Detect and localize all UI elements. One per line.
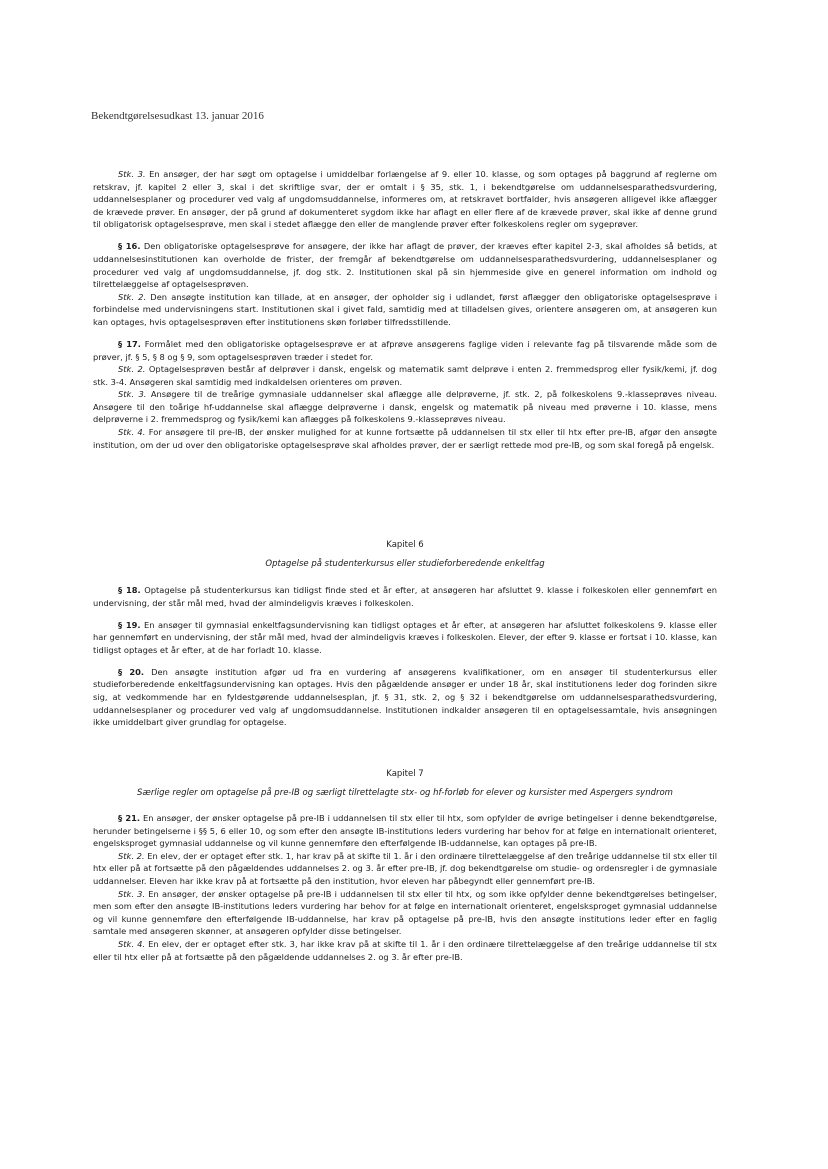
paragraph bbox=[93, 666, 717, 729]
subsection-marker: Stk. 2. bbox=[118, 850, 145, 861]
section-c-text bbox=[93, 812, 717, 963]
subsection-marker: Stk. 3. bbox=[118, 389, 147, 400]
paragraph bbox=[93, 426, 717, 451]
section-a-text bbox=[93, 168, 717, 451]
paragraph-text: Den ansøgte institution afgør ud fra en vurdering af ansøgerens kvalifikationer, om en ansøger til studenterkursus eller studieforberedende enkeltfagsundervisning kan optages. Hvis den pågældende ansøger er under 18 år, skal institutionens leder dog forinden sikre sig, at vedkommende har en fyldestgørende uddannelsesplan, jf. § 31, stk. 2, og § 32 i bekendtgørelse om uddannelsesparathedsvurdering, uddannelsesplaner og procedurer ved valg af ungdomsuddannelse. Institutionen indkalder ansøgeren til en optagelsessamtale, hvis ansøgningen ikke umiddelbart giver grundlag for optagelse. bbox=[93, 666, 717, 728]
paragraph bbox=[93, 888, 717, 938]
paragraph bbox=[93, 584, 717, 609]
subsection-marker: Stk. 3. bbox=[118, 888, 146, 899]
paragraph bbox=[93, 938, 717, 963]
paragraph bbox=[93, 812, 717, 850]
paragraph-text: Den obligatoriske optagelsesprøve for ansøgere, der ikke har aflagt de prøver, der kræves efter kapitel 2-3, skal afholdes så betids, at uddannelsesinstitutionen kan overholde de frister, der fremgår af bekendtgørelse om uddannelsesparathedsvurdering, uddannelsesplaner og procedurer ved valg af ungdomsuddannelse, jf. dog stk. 2. Institutionen skal på sin hjemmeside give en generel information om indhold og tilrettelæggelse af optagelsesprøven. bbox=[93, 241, 717, 290]
section-number: § 18. bbox=[118, 585, 141, 595]
subsection-marker: Stk. 3. bbox=[118, 169, 146, 179]
section-number: § 21. bbox=[118, 813, 141, 823]
chapter-6-heading bbox=[93, 540, 717, 569]
paragraph-text: En ansøger, der ønsker optagelse på pre-IB i uddannelsen til stx eller til htx, og som ikke opfylder denne bekendtgørelses betingelser, men som efter den ansøgte IB-institutions leders vurdering har behov for at følge en internationalt orienteret, engelsksproget gymnasial uddannelse og vil kunne gennemføre den efterfølgende IB-uddannelse, har krav på optagelse på pre-IB, hvis den ansøgte institutions leder efter en faglig samtale med ansøgeren skønner, at ansøgeren opfylder disse betingelser. bbox=[93, 888, 717, 937]
paragraph-text: For ansøgere til pre-IB, der ønsker mulighed for at kunne fortsætte på uddannelsen til stx eller til htx efter pre-IB, afgør den ansøgte institution, om der ud over den obligatoriske optagelsesprøve skal afholdes prøver, der er særligt rettede mod pre-IB, og som skal foregå på engelsk. bbox=[93, 427, 717, 450]
paragraph-text: En ansøger til gymnasial enkeltfagsundervisning kan tidligst optages et år efter, at ansøgeren har afsluttet folkeskolens 9. klasse eller har gennemført en undervisning, der står mål med, hvad der almindeligvis kræves i folkeskolen. Elever, der efter 9. klasse er fortsat i 10. klasse, kan tidligst optages et år efter, at de har forladt 10. klasse. bbox=[93, 619, 717, 655]
section-b-text bbox=[93, 584, 717, 729]
paragraph-text: En ansøger, der har søgt om optagelse i umiddelbar forlængelse af 9. eller 10. klasse, og som optages på baggrund af reglerne om retskrav, jf. kapitel 2 eller 3, skal i det skriftlige svar, der er omtalt i § 35, stk. 1, i bekendtgørelse om uddannelsesparathedsvurdering, uddannelsesplaner og procedurer ved valg af ungdomsuddannelse, informeres om, at retskravet bortfalder, hvis ansøgeren alligevel ikke aflægger de krævede prøver. En ansøger, der på grund af dokumenteret sygdom ikke har aflagt en eller flere af de krævede prøver, skal ikke af denne grund til obligatorisk optagelsesprøve, men skal i stedet aflægge den eller de manglende prøver efter folkeskolens regler om sygeprøver. bbox=[93, 169, 718, 230]
subsection-marker: Stk. 4. bbox=[118, 427, 146, 438]
chapter-6-label: Kapitel 6 bbox=[386, 540, 424, 550]
paragraph-text: Formålet med den obligatoriske optagelsesprøve er at afprøve ansøgerens faglige viden i relevante fag på tilsvarende måde som de prøver, jf. § 5, § 8 og § 9, som optagelsesprøven træder i stedet for. bbox=[93, 338, 717, 362]
paragraph bbox=[93, 850, 717, 888]
paragraph-text: Optagelsesprøven består af delprøver i dansk, engelsk og matematik samt delprøve i enten 2. fremmedsprog eller fysik/kemi, jf. dog stk. 3-4. Ansøgeren skal samtidig med indkaldelsen orienteres om prøven. bbox=[93, 364, 718, 387]
running-header: Bekendtgørelsesudkast 13. januar 2016 bbox=[91, 110, 264, 122]
paragraph bbox=[93, 388, 717, 426]
paragraph-text: En elev, der er optaget efter stk. 1, har krav på at skifte til 1. år i den ordinære tilrettelæggelse af den treårige uddannelse til stx eller til htx eller på at fortsætte på den pågældendes uddannelses 2. og 3. år efter pre-IB, jf. dog bekendtgørelse om studie- og ordensregler i de gymnasiale uddannelser. Eleven har ikke krav på at fortsætte på den institution, hvor eleven har påbegyndt eller gennemført pre-IB. bbox=[93, 850, 718, 886]
paragraph bbox=[93, 240, 717, 290]
section-number: § 17. bbox=[118, 338, 141, 349]
section-number: § 20. bbox=[118, 666, 145, 677]
paragraph bbox=[93, 363, 717, 388]
chapter-7-label: Kapitel 7 bbox=[386, 769, 424, 779]
chapter-7-heading bbox=[93, 769, 717, 798]
subsection-marker: Stk. 2. bbox=[118, 291, 147, 302]
paragraph bbox=[93, 338, 717, 363]
paragraph-text: En elev, der er optaget efter stk. 3, har ikke krav på at skifte til 1. år i den ordinære tilrettelæggelse af den treårige uddannelse til stx eller til htx eller på at fortsætte på den pågældende uddannelses 2. og 3. år efter pre-IB. bbox=[93, 938, 717, 962]
paragraph bbox=[93, 619, 717, 657]
paragraph bbox=[93, 291, 717, 329]
paragraph-text: Ansøgere til de treårige gymnasiale uddannelser skal aflægge alle delprøverne, jf. stk. 2, på folkeskolens 9.-klasseprøves niveau. Ansøgere til den toårige hf-uddannelse skal aflægge delprøverne i dansk, engelsk og matematik på niveau med prøverne i 10. klasse, mens delprøverne i 2. fremmedsprog og fysik/kemi kan aflægges på folkeskolens 9.-klasseprøves niveau. bbox=[93, 389, 717, 425]
chapter-6-title: Optagelse på studenterkursus eller studieforberedende enkeltfag bbox=[265, 559, 545, 569]
section-number: § 19. bbox=[118, 619, 141, 630]
chapter-7-title: Særlige regler om optagelse på pre-IB og særligt tilrettelagte stx- og hf-forløb for elever og kursister med Aspergers syndrom bbox=[137, 788, 673, 798]
section-number: § 16. bbox=[118, 241, 141, 252]
paragraph-text: Optagelse på studenterkursus kan tidligst finde sted et år efter, at ansøgeren har afsluttet 9. klasse i folkeskolen eller gennemført en undervisning, der står mål med, hvad der almindeligvis kræves i folkeskolen. bbox=[93, 585, 717, 608]
subsection-marker: Stk. 2. bbox=[118, 364, 146, 375]
paragraph-text: Den ansøgte institution kan tillade, at en ansøger, der opholder sig i udlandet, først aflægger den obligatoriske optagelsesprøve i forbindelse med undervisningens start. Institutionen skal i givet fald, samtidig med at tilladelsen gives, orientere ansøgeren om, at ansøgeren kun kan optages, hvis optagelsesprøven efter institutionens skøn forløber tilfredsstillende. bbox=[93, 291, 717, 327]
subsection-marker: Stk. 4. bbox=[118, 938, 145, 949]
paragraph bbox=[93, 168, 717, 231]
paragraph-text: En ansøger, der ønsker optagelse på pre-IB i uddannelsen til stx eller til htx, som opfylder de øvrige betingelser i denne bekendtgørelse, herunder betingelserne i §§ 5, 6 eller 10, og som efter den ansøgte IB-institutions leders vurdering har behov for at følge en internationalt orienteret, engelsksproget gymnasial uddannelse og vil kunne gennemføre den efterfølgende IB-uddannelse, kan optages på pre-IB. bbox=[93, 813, 717, 849]
